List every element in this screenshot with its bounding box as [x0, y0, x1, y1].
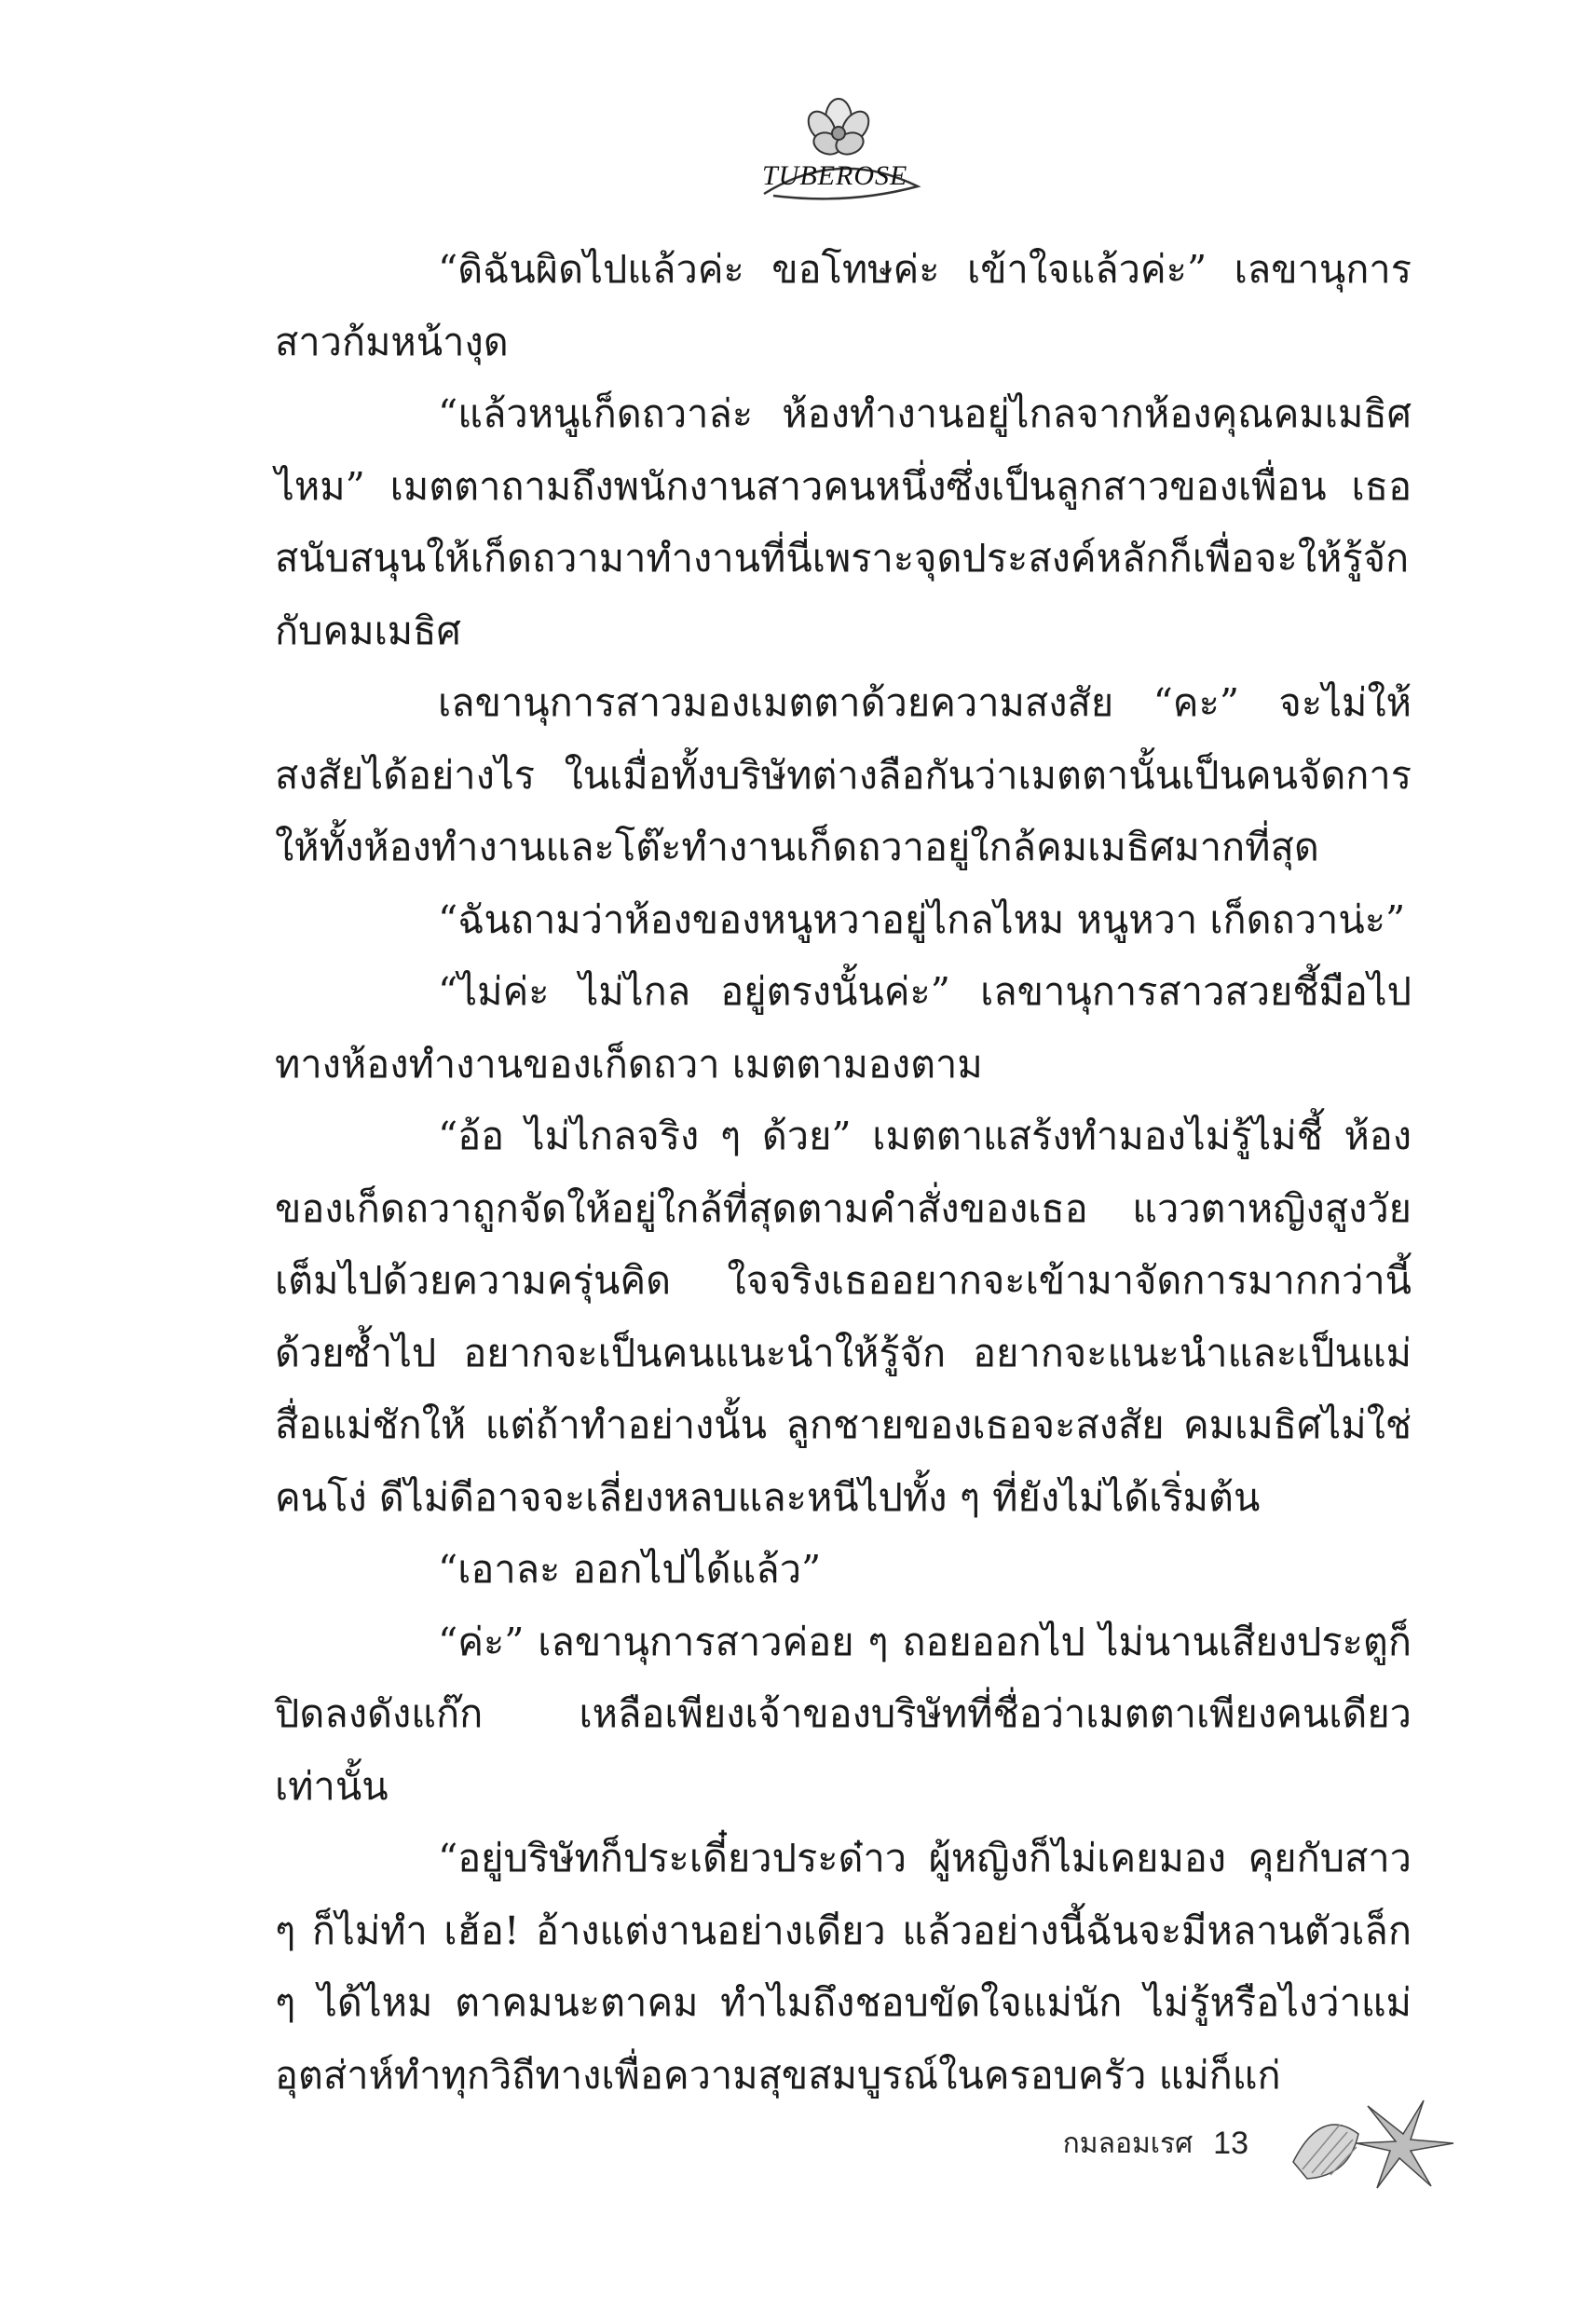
shell-starfish-icon [1284, 2097, 1456, 2190]
logo-text: TUBEROSE [762, 160, 908, 191]
paragraph: “ฉันถามว่าห้องของหนูหวาอยู่ไกลไหม หนูหวา เก็ดถวาน่ะ” [438, 896, 1406, 942]
tuberose-logo [745, 82, 932, 205]
paragraph: “อ้อ ไม่ไกลจริง ๆ ด้วย” เมตตาแสร้งทำมองไม่รู้ไม่ชี้ ห้องของเก็ดถวาถูกจัดให้อยู่ใกล้ที่สุดตามคำสั่งของเธอ แววตาหญิงสูงวัยเต็มไปด้วยความครุ่นคิด ใจจริงเธออยากจะเข้ามาจัดการมากกว่านี้ด้วยซ้ำไป อยากจะเป็นคนแนะนำให้รู้จัก อยากจะแนะนำและเป็นแม่สื่อแม่ชักให้ แต่ถ้าทำอย่างนั้น ลูกชายของเธอจะสงสัย คมเมธิศไม่ใช่คนโง่ ดีไม่ดีอาจจะเลี่ยงหลบและหนีไปทั้ง ๆ ที่ยังไม่ได้เริ่มต้น [275, 1113, 1412, 1520]
page-number: 13 [1213, 2125, 1248, 2161]
footer-title: กมลอมเรศ [1062, 2126, 1194, 2160]
paragraph: “อยู่บริษัทก็ประเดี๋ยวประด๋าว ผู้หญิงก็ไม่เคยมอง คุยกับสาว ๆ ก็ไม่ทำ เฮ้อ! อ้างแต่งานอย่างเดียว แล้วอย่างนี้ฉันจะมีหลานตัวเล็ก ๆ ได้ไหม ตาคมนะตาคม ทำไมถึงชอบขัดใจแม่นัก ไม่รู้หรือไงว่าแม่อุตส่าห์ทำทุกวิถีทางเพื่อความสุขสมบูรณ์ในครอบครัว แม่ก็แก่ [275, 1835, 1412, 2098]
paragraph: “เอาละ ออกไปได้แล้ว” [438, 1546, 822, 1592]
paragraph: เลขานุการสาวมองเมตตาด้วยความสงสัย “คะ” จะไม่ให้สงสัยได้อย่างไร ในเมื่อทั้งบริษัทต่างลือกันว่าเมตตานั้นเป็นคนจัดการให้ทั้งห้องทำงานและโต๊ะทำงานเก็ดถวาอยู่ใกล้คมเมธิศมากที่สุด [275, 679, 1412, 869]
paragraph: “ไม่ค่ะ ไม่ไกล อยู่ตรงนั้นค่ะ” เลขานุการสาวสวยชี้มือไปทางห้องทำงานของเก็ดถวา เมตตามองตาม [275, 968, 1412, 1087]
paragraph: “แล้วหนูเก็ดถวาล่ะ ห้องทำงานอยู่ไกลจากห้องคุณคมเมธิศไหม” เมตตาถามถึงพนักงานสาวคนหนึ่งซึ่งเป็นลูกสาวของเพื่อน เธอสนับสนุนให้เก็ดถวามาทำงานที่นี่เพราะจุดประสงค์หลักก็เพื่อจะให้รู้จักกับคมเมธิศ [275, 390, 1412, 653]
paragraph: “ดิฉันผิดไปแล้วค่ะ ขอโทษค่ะ เข้าใจแล้วค่ะ” เลขานุการสาวก้มหน้างุด [275, 246, 1412, 364]
paragraph: “ค่ะ” เลขานุการสาวค่อย ๆ ถอยออกไป ไม่นานเสียงประตูก็ปิดลงดังแก๊ก เหลือเพียงเจ้าของบริษัทที่ชื่อว่าเมตตาเพียงคนเดียวเท่านั้น [275, 1618, 1412, 1809]
page-footer [1063, 2097, 1456, 2190]
body-text [275, 233, 1412, 2111]
